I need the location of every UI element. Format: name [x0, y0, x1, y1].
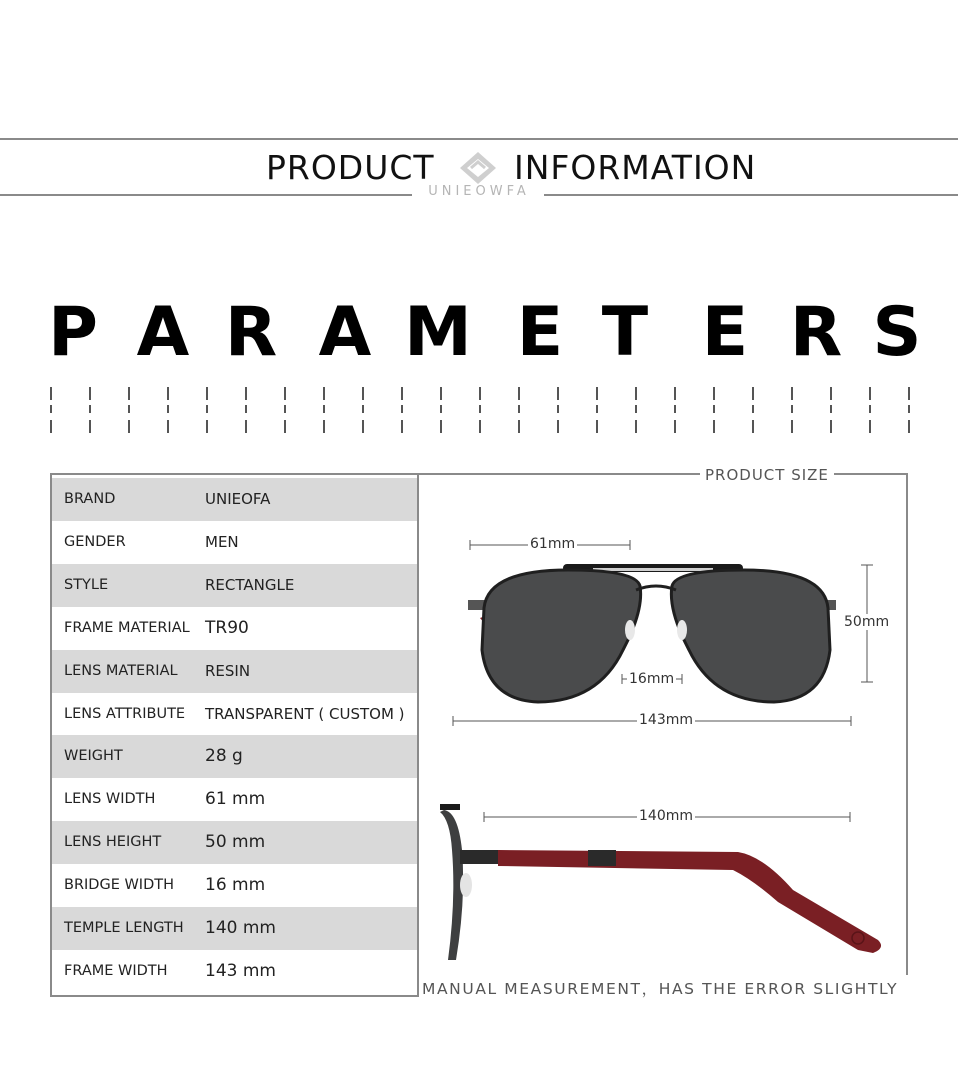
product-size-title: PRODUCT SIZE	[700, 466, 834, 484]
frame-width-label: 143mm	[639, 712, 693, 728]
spec-row	[52, 821, 417, 864]
tick-mark	[557, 387, 559, 400]
banner-letter: R	[789, 293, 843, 372]
lens-width-label: 61mm	[530, 536, 576, 552]
tick-mark	[89, 420, 91, 433]
tick-mark	[518, 420, 520, 433]
diamond-logo-icon	[458, 150, 498, 186]
spec-row	[52, 778, 417, 821]
banner-letter: S	[872, 293, 922, 372]
tick-mark	[362, 405, 364, 413]
spec-table	[50, 473, 419, 997]
spec-label: FRAME MATERIAL	[64, 619, 190, 636]
spec-row	[52, 950, 417, 993]
spec-label: WEIGHT	[64, 748, 123, 765]
header-bottom-rule-left	[0, 194, 412, 196]
tick-mark	[284, 387, 286, 400]
spec-value: 140 mm	[205, 918, 276, 938]
banner-letter: R	[224, 293, 278, 372]
spec-label: LENS HEIGHT	[64, 834, 162, 851]
spec-value: 143 mm	[205, 960, 276, 981]
spec-value: 61 mm	[205, 789, 266, 810]
tick-mark	[362, 420, 364, 433]
spec-label: GENDER	[64, 533, 126, 550]
spec-row	[52, 607, 417, 650]
tick-mark	[752, 420, 754, 433]
tick-mark	[596, 405, 598, 413]
tick-mark	[245, 420, 247, 433]
spec-value: 50 mm	[205, 832, 266, 853]
spec-label: BRAND	[64, 491, 116, 507]
brand-subtitle: UNIEOWFA	[428, 184, 530, 199]
tick-mark	[167, 405, 169, 413]
tick-mark	[401, 405, 403, 413]
spec-row	[52, 650, 417, 693]
tick-mark	[128, 420, 130, 433]
spec-row	[52, 735, 417, 778]
tick-mark	[635, 387, 637, 400]
tick-mark	[791, 420, 793, 433]
spec-row	[52, 521, 417, 564]
spec-value: 28 g	[205, 746, 243, 767]
tick-mark	[128, 405, 130, 413]
tick-mark	[869, 387, 871, 400]
tick-mark	[908, 387, 910, 400]
banner-letter: T	[601, 293, 649, 372]
tick-mark	[245, 405, 247, 413]
tick-mark	[167, 387, 169, 400]
tick-mark	[674, 387, 676, 400]
tick-mark	[479, 387, 481, 400]
bridge-width-label: 16mm	[629, 671, 675, 687]
banner-letter: P	[48, 293, 98, 372]
spec-value: UNIEOFA	[205, 490, 271, 508]
tick-mark	[713, 387, 715, 400]
tick-mark	[713, 405, 715, 413]
spec-row	[52, 907, 417, 950]
spec-value: TR90	[205, 617, 249, 638]
tick-mark	[674, 405, 676, 413]
tick-mark	[713, 420, 715, 433]
tick-mark	[323, 420, 325, 433]
tick-mark	[518, 387, 520, 400]
header-top-rule	[0, 138, 958, 140]
glasses-front-view	[418, 520, 907, 740]
tick-mark	[596, 387, 598, 400]
tick-mark	[479, 420, 481, 433]
tick-mark	[635, 420, 637, 433]
spec-label: LENS ATTRIBUTE	[64, 705, 186, 722]
tick-mark	[323, 405, 325, 413]
spec-row	[52, 564, 417, 607]
tick-mark	[167, 420, 169, 433]
tick-mark	[674, 420, 676, 433]
tick-mark	[50, 387, 52, 400]
tick-mark	[89, 405, 91, 413]
spec-row	[52, 864, 417, 907]
spec-value: MEN	[205, 532, 239, 551]
banner-letter: A	[136, 293, 190, 372]
tick-mark	[89, 387, 91, 400]
tick-mark	[908, 420, 910, 433]
tick-mark	[869, 420, 871, 433]
tick-mark	[440, 420, 442, 433]
header-information-word: INFORMATION	[514, 148, 757, 187]
spec-value: TRANSPARENT ( CUSTOM )	[205, 704, 405, 723]
tick-mark	[752, 387, 754, 400]
tick-mark	[50, 420, 52, 433]
tick-mark	[557, 405, 559, 413]
spec-label: FRAME WIDTH	[64, 962, 168, 979]
spec-row	[52, 478, 417, 521]
banner-letter: M	[404, 293, 472, 372]
tick-mark	[401, 420, 403, 433]
tick-mark	[830, 405, 832, 413]
tick-mark	[206, 387, 208, 400]
tick-mark	[830, 420, 832, 433]
tick-mark	[752, 405, 754, 413]
spec-row	[52, 693, 417, 736]
tick-mark	[635, 405, 637, 413]
tick-mark	[284, 420, 286, 433]
tick-mark	[791, 405, 793, 413]
tick-mark	[128, 387, 130, 400]
tick-mark	[440, 405, 442, 413]
tick-mark	[830, 387, 832, 400]
tick-mark	[206, 405, 208, 413]
tick-mark	[557, 420, 559, 433]
spec-label: BRIDGE WIDTH	[64, 877, 175, 894]
spec-value: RECTANGLE	[205, 575, 295, 594]
tick-mark	[245, 387, 247, 400]
tick-mark	[440, 387, 442, 400]
tick-mark	[284, 405, 286, 413]
tick-mark	[518, 405, 520, 413]
temple-length-label: 140mm	[639, 808, 693, 824]
spec-label: STYLE	[64, 576, 109, 593]
spec-value: 16 mm	[205, 875, 266, 896]
tick-mark	[50, 405, 52, 413]
spec-label: LENS WIDTH	[64, 791, 156, 808]
tick-mark	[206, 420, 208, 433]
tick-mark	[791, 387, 793, 400]
spec-label: LENS MATERIAL	[64, 662, 178, 679]
spec-label: TEMPLE LENGTH	[64, 920, 184, 936]
header-product-word: PRODUCT	[266, 148, 435, 187]
banner-letter: E	[701, 293, 749, 372]
tick-mark	[596, 420, 598, 433]
tick-mark	[869, 405, 871, 413]
tick-mark	[323, 387, 325, 400]
tick-mark	[401, 387, 403, 400]
banner-letter: A	[318, 293, 372, 372]
lens-height-label: 50mm	[844, 614, 890, 630]
tick-mark	[362, 387, 364, 400]
measurement-note: MANUAL MEASUREMENT，HAS THE ERROR SLIGHTLY	[422, 980, 899, 998]
tick-mark	[479, 405, 481, 413]
spec-value: RESIN	[205, 661, 251, 680]
header-bottom-rule-right	[544, 194, 958, 196]
tick-mark	[908, 405, 910, 413]
banner-letter: E	[516, 293, 564, 372]
